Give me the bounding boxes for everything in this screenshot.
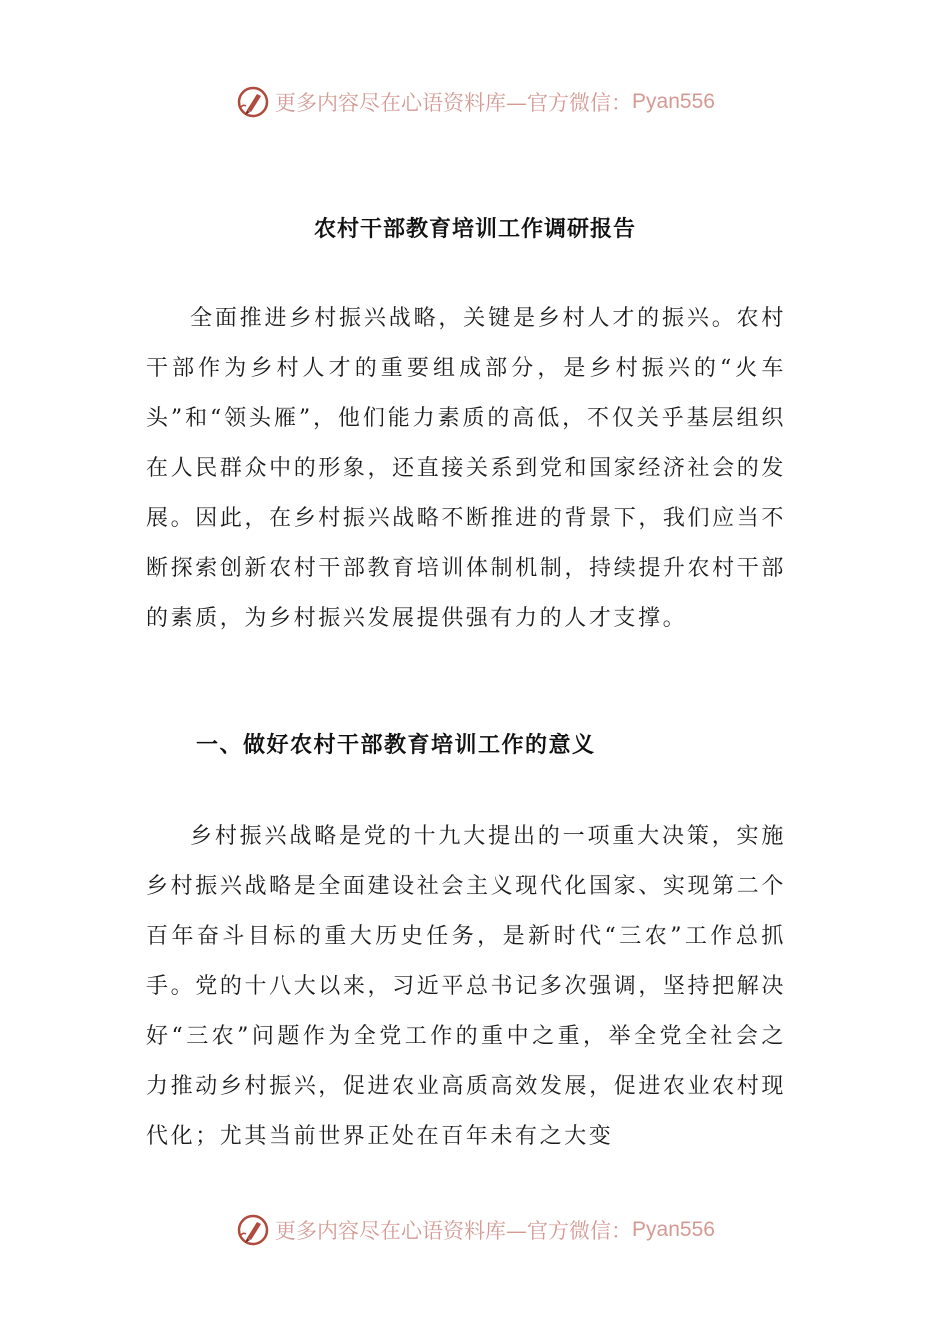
footer-watermark	[0, 1206, 950, 1254]
pen-logo-icon	[235, 1212, 271, 1248]
section-1-heading: 一、做好农村干部教育培训工作的意义	[196, 732, 596, 758]
header-watermark-content	[235, 84, 715, 120]
intro-paragraph: 全面推进乡村振兴战略，关键是乡村人才的振兴。农村干部作为乡村人才的重要组成部分，是乡村振兴的“火车头”和“领头雁”，他们能力素质的高低，不仅关乎基层组织在人民群众中的形象，还直接关系到党和国家经济社会的发展。因此，在乡村振兴战略不断推进的背景下，我们应当不断探索创新农村干部教育培训体制机制，持续提升农村干部的素质，为乡村振兴发展提供强有力的人才支撑。	[146, 306, 786, 631]
document-title: 农村干部教育培训工作调研报告	[313, 216, 636, 242]
footer-watermark-id: Pyan556	[632, 1218, 715, 1241]
header-watermark-text: 更多内容尽在心语资料库—官方微信：	[275, 91, 633, 115]
pen-logo-icon	[235, 84, 271, 120]
section-1-paragraph: 乡村振兴战略是党的十九大提出的一项重大决策，实施乡村振兴战略是全面建设社会主义现代化国家、实现第二个百年奋斗目标的重大历史任务，是新时代“三农”工作总抓手。党的十八大以来，习近平总书记多次强调，坚持把解决好“三农”问题作为全党工作的重中之重，举全党全社会之力推动乡村振兴，促进农业高质高效发展，促进农业农村现代化；尤其当前世界正处在百年未有之大变	[146, 824, 786, 1149]
header-watermark	[0, 78, 950, 126]
footer-watermark-content	[235, 1212, 715, 1248]
header-watermark-id: Pyan556	[632, 90, 715, 113]
footer-watermark-text: 更多内容尽在心语资料库—官方微信：	[275, 1219, 633, 1243]
